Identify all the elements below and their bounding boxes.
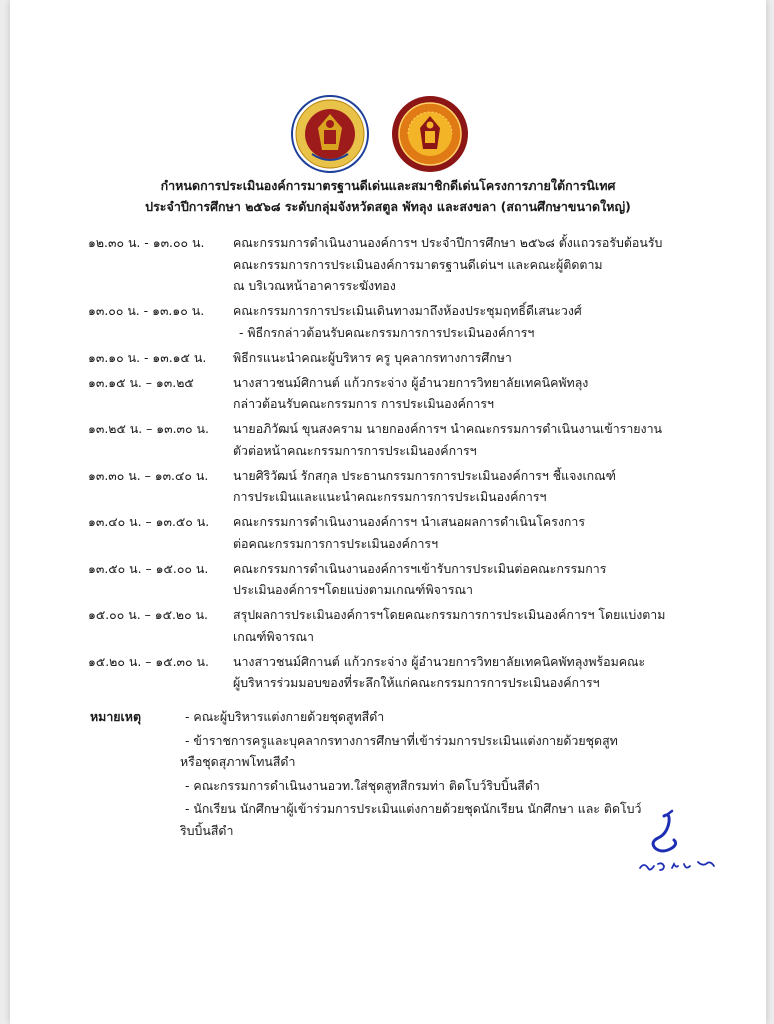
schedule-time: ๑๓.๔๐ น. – ๑๓.๕๐ น. (88, 514, 210, 529)
schedule-description: นางสาวชนม์ศิกานต์ แก้วกระจ่าง ผู้อำนวยการวิทยาลัยเทคนิคพัทลุงพร้อมคณะ ผู้บริหารร่วมมอบของที่ระลึกให้แก่คณะกรรมการการประเมินองค์การฯ (233, 653, 646, 690)
document-page (10, 0, 766, 1024)
schedule-description: นายอภิวัฒน์ ขุนสงคราม นายกองค์การฯ นำคณะกรรมการดำเนินงานเข้ารายงาน ตัวต่อหน้าคณะกรรมการการประเมินองค์การฯ (233, 421, 663, 458)
schedule-row (10, 511, 766, 554)
schedule-time: ๑๓.๐๐ น. - ๑๓.๑๐ น. (88, 303, 205, 318)
schedule-row (10, 232, 766, 297)
schedule-row (10, 300, 766, 343)
schedule-description: สรุปผลการประเมินองค์การฯโดยคณะกรรมการการประเมินองค์การฯ โดยแบ่งตาม เกณฑ์พิจารณา (233, 607, 666, 644)
schedule-description: คณะกรรมการดำเนินงานองค์การฯ ประจำปีการศึกษา ๒๕๖๘ ตั้งแถวรอรับต้อนรับ คณะกรรมการการประเมินองค์การมาตรฐานดีเด่นฯ และคณะผู้ติดตาม ณ บริเวณหน้าอาคารระฆังทอง (233, 235, 663, 293)
schedule-description: พิธีกรแนะนำคณะผู้บริหาร ครู บุคลากรทางการศึกษา (233, 349, 512, 365)
schedule-time: ๑๕.๐๐ น. – ๑๕.๒๐ น. (88, 607, 208, 622)
handwritten-signature (620, 808, 730, 880)
note-item: - ข้าราชการครูและบุคลากรทางการศึกษาที่เข้าร่วมการประเมินแต่งกายด้วยชุดสูท หรือชุดสุภาพโทนสีดำ (180, 732, 618, 769)
note-item: - คณะผู้บริหารแต่งกายด้วยชุดสูทสีดำ (185, 709, 385, 724)
schedule-description: คณะกรรมการดำเนินงานองค์การฯเข้ารับการประเมินต่อคณะกรรมการ ประเมินองค์การฯโดยแบ่งตามเกณฑ์พิจารณา (233, 560, 607, 597)
schedule-row (10, 651, 766, 694)
document-title-line-1: กำหนดการประเมินองค์การมาตรฐานดีเด่นและสมาชิกดีเด่นโครงการภายใต้การนิเทศ (160, 178, 616, 193)
schedule-list (10, 232, 766, 697)
schedule-time: ๑๓.๒๕ น. – ๑๓.๓๐ น. (88, 421, 209, 436)
schedule-time: ๑๓.๑๕ น. – ๑๓.๒๕ (88, 374, 194, 390)
schedule-time: ๑๕.๒๐ น. – ๑๕.๓๐ น. (88, 653, 209, 669)
document-title-line-2: ประจำปีการศึกษา ๒๕๖๘ ระดับกลุ่มจังหวัดสตูล พัทลุง และสงขลา (สถานศึกษาขนาดใหญ่) (145, 199, 631, 214)
schedule-time: ๑๓.๕๐ น. – ๑๕.๐๐ น. (88, 560, 209, 576)
schedule-time: ๑๓.๓๐ น. – ๑๓.๔๐ น. (88, 467, 209, 483)
schedule-description: คณะกรรมการดำเนินงานองค์การฯ นำเสนอผลการดำเนินโครงการ ต่อคณะกรรมการการประเมินองค์การฯ (233, 514, 586, 551)
note-item: - นักเรียน นักศึกษาผู้เข้าร่วมการประเมินแต่งกายด้วยชุดนักเรียน นักศึกษา และ ติดโบว์ ริบบิ้นสีดำ (180, 801, 642, 838)
afthp-emblem-logo (290, 94, 370, 174)
notes-heading: หมายเหตุ (90, 709, 142, 724)
schedule-row (10, 465, 766, 508)
note-item: - คณะกรรมการดำเนินงานอวท.ใส่ชุดสูทสีกรมท่า ติดโบว์ริบบิ้นสีดำ (185, 777, 540, 793)
phatthalung-technical-college-logo (390, 94, 470, 174)
schedule-row (10, 558, 766, 601)
schedule-time: ๑๒.๓๐ น. - ๑๓.๐๐ น. (88, 235, 205, 250)
schedule-row (10, 418, 766, 461)
schedule-description: นายศิริวัฒน์ รักสกุล ประธานกรรมการการประเมินองค์การฯ ชี้แจงเกณฑ์ การประเมินและแนะนำคณะกรรมการการประเมินองค์การฯ (233, 467, 616, 504)
schedule-description: นางสาวชนม์ศิกานต์ แก้วกระจ่าง ผู้อำนวยการวิทยาลัยเทคนิคพัทลุง กล่าวต้อนรับคณะกรรมการ การประเมินองค์การฯ (233, 374, 589, 411)
schedule-row (10, 372, 766, 415)
schedule-description: คณะกรรมการการประเมินเดินทางมาถึงห้องประชุมฤทธิ์ดีเสนะวงศ์ - พิธีกรกล่าวต้อนรับคณะกรรมการการประเมินองค์การฯ (233, 303, 582, 340)
schedule-time: ๑๓.๑๐ น. - ๑๓.๑๕ น. (88, 349, 207, 365)
schedule-row (10, 347, 766, 369)
header-logos (10, 94, 766, 174)
schedule-row (10, 604, 766, 647)
